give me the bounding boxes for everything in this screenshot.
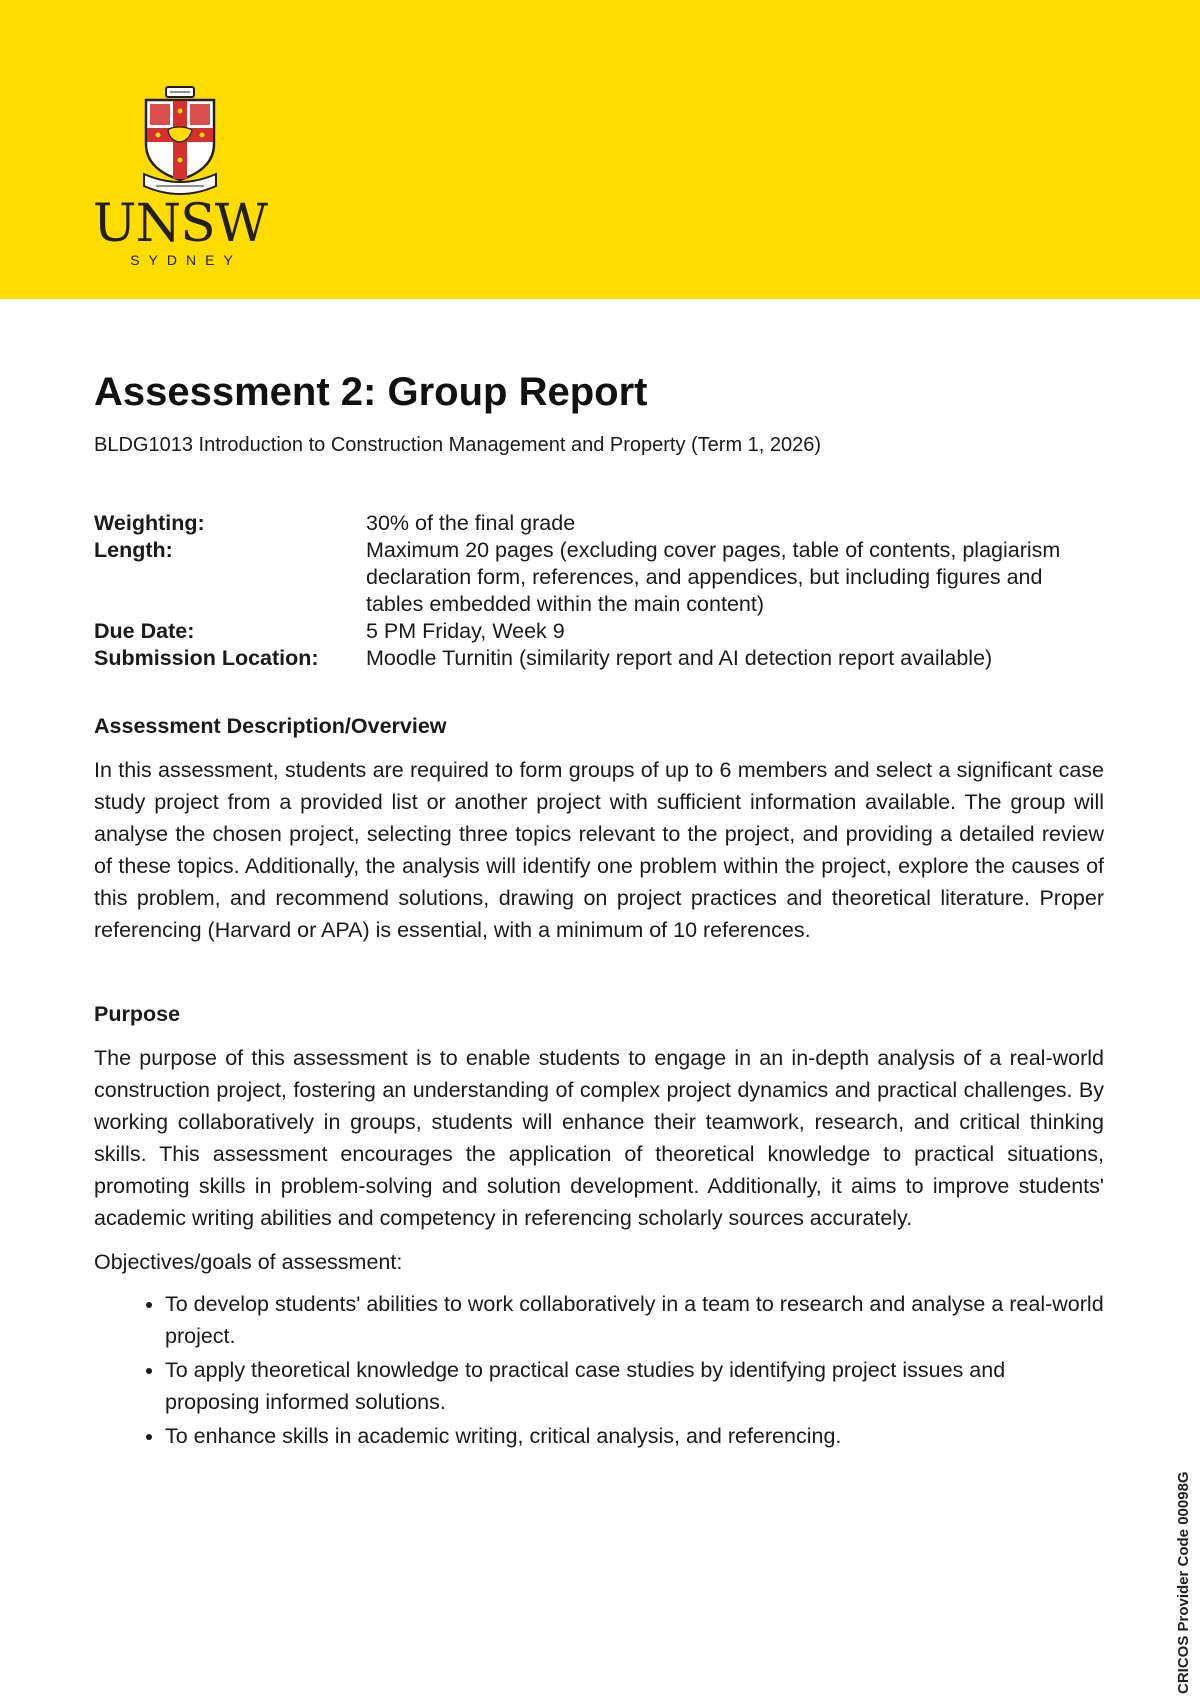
unsw-logo[interactable] bbox=[92, 86, 268, 266]
submission-label: Submission Location: bbox=[94, 646, 319, 670]
due-date-value: 5 PM Friday, Week 9 bbox=[366, 619, 565, 643]
weighting-value: 30% of the final grade bbox=[366, 511, 576, 535]
objective-item: • To apply theoretical knowledge to practical case studies by identifying project issues and proposing informed solutions. bbox=[165, 1354, 1104, 1418]
objective-item: • To develop students' abilities to work collaboratively in a team to research and analyse a real-world project. bbox=[165, 1288, 1104, 1352]
page-title: Assessment 2: Group Report bbox=[94, 370, 648, 414]
objectives-label: Objectives/goals of assessment: bbox=[94, 1250, 403, 1274]
info-row-length bbox=[94, 537, 1104, 618]
objectives-list bbox=[94, 1288, 1104, 1452]
objective-item: • To enhance skills in academic writing, critical analysis, and referencing. bbox=[165, 1420, 1104, 1452]
assessment-info bbox=[94, 510, 1104, 672]
cricos-code: CRICOS Provider Code 00098G bbox=[1175, 1471, 1192, 1694]
submission-value: Moodle Turnitin (similarity report and AI detection report available) bbox=[366, 646, 993, 670]
info-row-submission bbox=[94, 645, 1104, 672]
info-row-due-date bbox=[94, 618, 1104, 645]
length-label: Length: bbox=[94, 538, 173, 562]
description-paragraph: In this assessment, students are required to form groups of up to 6 members and select a significant case study project from a provided list or another project with sufficient information available. The group will analyse the chosen project, selecting three topics relevant to the project, and providing a detailed review of these topics. Additionally, the analysis will identify one problem within the project, explore the causes of this problem, and recommend solutions, drawing on project practices and theoretical literature. Proper referencing (Harvard or APA) is essential, with a minimum of 10 references. bbox=[94, 758, 1104, 942]
weighting-label: Weighting: bbox=[94, 511, 205, 535]
info-row-weighting bbox=[94, 510, 1104, 537]
logo-sub-wordmark: SYDNEY bbox=[130, 252, 242, 268]
purpose-heading: Purpose bbox=[94, 1002, 181, 1026]
purpose-paragraph: The purpose of this assessment is to enable students to engage in an in-depth analysis of a real-world construction project, fostering an understanding of complex project dynamics and practical challenges. By working collaboratively in groups, students will enhance their teamwork, research, and critical thinking skills. This assessment encourages the application of theoretical knowledge to practical situations, promoting skills in problem-solving and solution development. Additionally, it aims to improve students' academic writing abilities and competency in referencing scholarly sources accurately. bbox=[94, 1046, 1104, 1230]
header-banner bbox=[0, 0, 1200, 299]
due-date-label: Due Date: bbox=[94, 619, 195, 643]
document-body bbox=[94, 364, 1104, 1454]
crest-icon bbox=[142, 86, 218, 196]
logo-wordmark: UNSW bbox=[92, 194, 268, 254]
course-subtitle: BLDG1013 Introduction to Construction Management and Property (Term 1, 2026) bbox=[94, 434, 822, 456]
length-value: Maximum 20 pages (excluding cover pages, table of contents, plagiarism declaration form, references, and appendices, but including figures and tables embedded within the main content) bbox=[366, 538, 1061, 616]
description-heading: Assessment Description/Overview bbox=[94, 714, 447, 738]
